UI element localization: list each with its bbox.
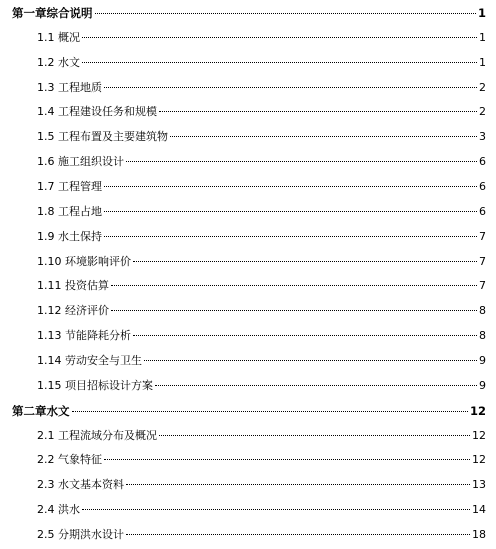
- dot-leader: [82, 509, 470, 510]
- toc-page-number: 1: [479, 30, 486, 44]
- toc-page-number: 9: [479, 353, 486, 367]
- toc-entry-label: 1.15 项目招标设计方案: [37, 378, 153, 392]
- toc-entry-label: 1.1 概况: [37, 30, 80, 44]
- toc-section-entry[interactable]: [37, 279, 486, 293]
- dot-leader: [104, 87, 477, 88]
- toc-page-number: 7: [479, 279, 486, 293]
- toc-page-number: 2: [479, 80, 486, 94]
- toc-section-entry[interactable]: [37, 130, 486, 144]
- toc-page-number: 1: [477, 6, 486, 20]
- dot-leader: [126, 484, 470, 485]
- dot-leader: [126, 534, 470, 535]
- toc-page-number: 6: [479, 155, 486, 169]
- toc-section-entry[interactable]: [37, 329, 486, 343]
- dot-leader: [133, 335, 477, 336]
- toc-page-number: 12: [469, 403, 486, 418]
- toc-page-number: 13: [472, 478, 486, 492]
- toc-section-entry[interactable]: [37, 56, 486, 70]
- toc-entry-label: 1.10 环境影响评价: [37, 254, 131, 268]
- dot-leader: [82, 37, 477, 38]
- dot-leader: [170, 136, 477, 137]
- dot-leader: [159, 111, 477, 112]
- toc-section-entry[interactable]: [37, 379, 486, 393]
- toc-section-entry[interactable]: [37, 81, 486, 95]
- dot-leader: [104, 236, 477, 237]
- toc-chapter-entry[interactable]: [12, 6, 486, 20]
- toc-entry-label: 1.12 经济评价: [37, 304, 109, 318]
- toc-entry-label: 1.4 工程建设任务和规模: [37, 105, 157, 119]
- toc-section-entry[interactable]: [37, 155, 486, 169]
- toc-entry-label: 1.7 工程管理: [37, 180, 102, 193]
- toc-page-number: 8: [479, 304, 486, 318]
- toc-section-entry[interactable]: [37, 528, 486, 542]
- toc-page-number: 14: [472, 503, 486, 516]
- toc-section-entry[interactable]: [37, 429, 486, 443]
- toc-chapter-entry[interactable]: [12, 404, 486, 418]
- toc-entry-label: 2.1 工程流域分布及概况: [37, 428, 157, 442]
- toc-entry-label: 1.14 劳动安全与卫生: [37, 353, 142, 367]
- toc-section-entry[interactable]: [37, 180, 486, 194]
- toc-page-number: 2: [479, 105, 486, 119]
- dot-leader: [126, 161, 477, 162]
- dot-leader: [104, 459, 470, 460]
- toc-section-entry[interactable]: [37, 105, 486, 119]
- toc-entry-label: 2.2 气象特征: [37, 453, 102, 467]
- toc-entry-label: 2.3 水文基本资料: [37, 478, 124, 492]
- toc-page-number: 6: [479, 204, 486, 218]
- toc-entry-label: 1.8 工程占地: [37, 204, 102, 218]
- toc-section-entry[interactable]: [37, 503, 486, 517]
- toc-page-number: 7: [479, 229, 486, 243]
- toc-entry-label: 1.9 水土保持: [37, 229, 102, 243]
- toc-page-number: 9: [479, 378, 486, 392]
- toc-entry-label: 第一章综合说明: [12, 6, 93, 20]
- toc-entry-label: 1.5 工程布置及主要建筑物: [37, 130, 168, 144]
- toc-section-entry[interactable]: [37, 255, 486, 269]
- toc-page-number: 8: [479, 329, 486, 343]
- toc-entry-label: 1.13 节能降耗分析: [37, 329, 131, 343]
- dot-leader: [82, 62, 477, 63]
- toc-entry-label: 1.3 工程地质: [37, 80, 102, 94]
- toc-page-number: 6: [479, 180, 486, 193]
- dot-leader: [133, 261, 477, 262]
- dot-leader: [159, 435, 470, 436]
- dot-leader: [104, 186, 477, 187]
- dot-leader: [72, 411, 468, 412]
- toc-section-entry[interactable]: [37, 304, 486, 318]
- toc-page-number: 12: [472, 453, 486, 467]
- toc-section-entry[interactable]: [37, 354, 486, 368]
- toc-entry-label: 1.2 水文: [37, 55, 80, 69]
- dot-leader: [95, 13, 476, 14]
- toc-entry-label: 1.6 施工组织设计: [37, 155, 124, 169]
- toc-page-number: 12: [472, 428, 486, 442]
- toc-page-number: 18: [472, 527, 486, 541]
- toc-section-entry[interactable]: [37, 478, 486, 492]
- dot-leader: [155, 385, 477, 386]
- toc-page-number: 7: [479, 254, 486, 268]
- toc-entry-label: 2.5 分期洪水设计: [37, 527, 124, 541]
- toc-section-entry[interactable]: [37, 205, 486, 219]
- toc-page-number: 1: [479, 55, 486, 69]
- dot-leader: [111, 285, 477, 286]
- toc-section-entry[interactable]: [37, 230, 486, 244]
- dot-leader: [104, 211, 477, 212]
- toc-entry-label: 第二章水文: [12, 403, 70, 418]
- dot-leader: [111, 310, 477, 311]
- toc-entry-label: 2.4 洪水: [37, 503, 80, 516]
- toc-section-entry[interactable]: [37, 31, 486, 45]
- toc-entry-label: 1.11 投资估算: [37, 279, 109, 293]
- dot-leader: [144, 360, 477, 361]
- toc-page-number: 3: [479, 130, 486, 144]
- toc-section-entry[interactable]: [37, 453, 486, 467]
